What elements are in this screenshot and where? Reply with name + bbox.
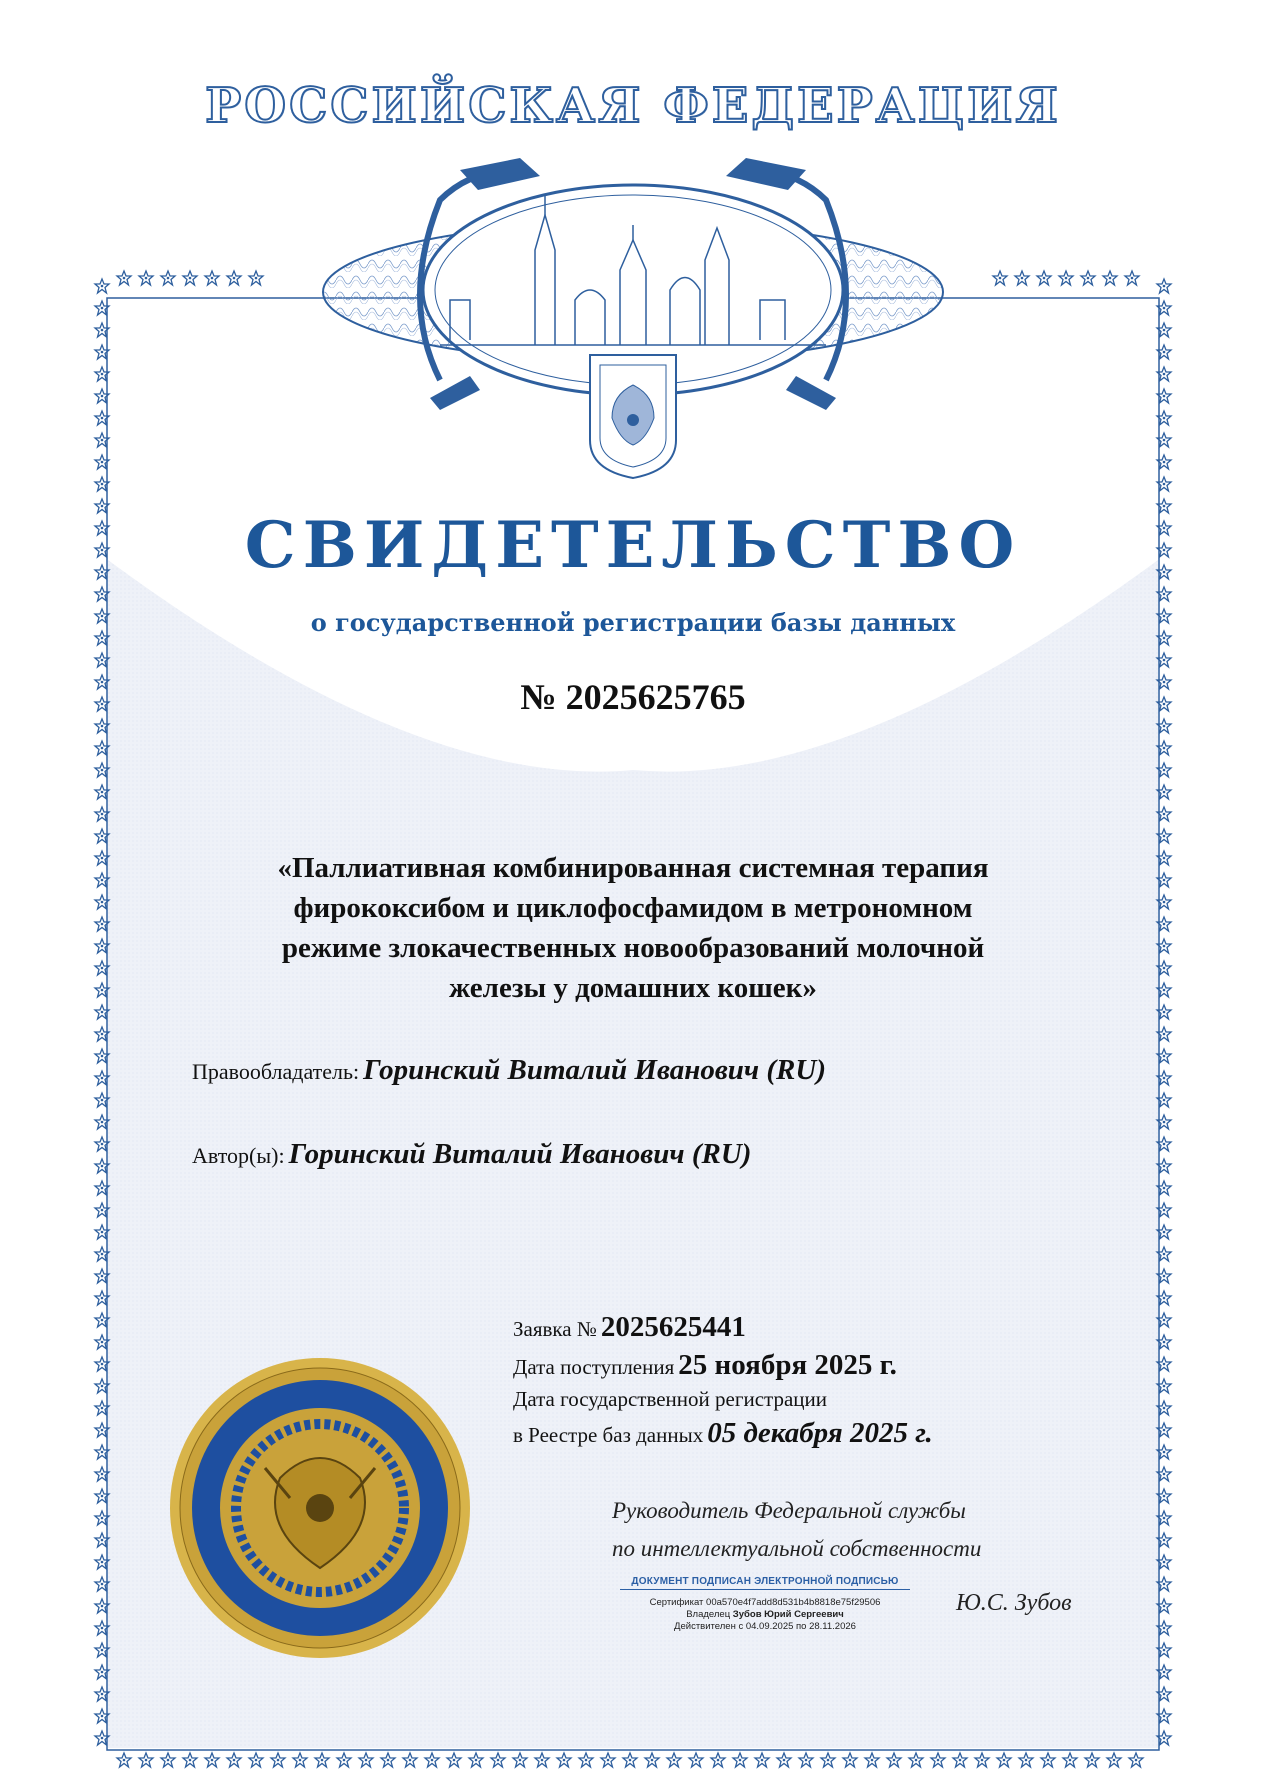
border-star-icon (161, 1753, 175, 1767)
received-value: 25 ноября 2025 г. (678, 1349, 897, 1381)
border-star-icon (205, 1753, 219, 1767)
border-star-icon (689, 1753, 703, 1767)
authors-value: Горинский Виталий Иванович (RU) (288, 1138, 752, 1170)
border-star-icon (865, 1753, 879, 1767)
border-star-icon (183, 271, 197, 285)
border-star-icon (1037, 271, 1051, 285)
registration-label: Дата государственной регистрации (513, 1387, 827, 1411)
official-title-line: по интеллектуальной собственности (612, 1536, 982, 1561)
border-star-icon (1125, 271, 1139, 285)
esign-owner-value: Зубов Юрий Сергеевич (732, 1609, 844, 1620)
registration-date (513, 1414, 933, 1452)
border-star-icon (1019, 1753, 1033, 1767)
border-star-icon (1015, 271, 1029, 285)
received-label: Дата поступления (513, 1355, 675, 1379)
border-star-icon (293, 1753, 307, 1767)
border-star-icon (997, 1753, 1011, 1767)
database-title-line: «Паллиативная комбинированная системная терапия (277, 852, 989, 884)
border-star-icon (161, 271, 175, 285)
certificate-subtitle: о государственной регистрации базы данных (310, 608, 956, 637)
certificate-title: СВИДЕТЕЛЬСТВО (244, 508, 1022, 583)
border-star-icon (1107, 1753, 1121, 1767)
esign-header: ДОКУМЕНТ ПОДПИСАН ЭЛЕКТРОННОЙ ПОДПИСЬЮ (631, 1576, 899, 1587)
border-star-icon (315, 1753, 329, 1767)
border-star-icon (557, 1753, 571, 1767)
border-star-icon (843, 1753, 857, 1767)
border-star-icon (227, 271, 241, 285)
application-number-label: Заявка № (513, 1317, 597, 1341)
gold-seal (170, 1358, 470, 1658)
official-title-line: Руководитель Федеральной службы (612, 1498, 966, 1523)
registration-label-line1 (513, 1384, 933, 1414)
border-star-icon (931, 1753, 945, 1767)
border-star-icon (1041, 1753, 1055, 1767)
border-star-icon (513, 1753, 527, 1767)
holder-value: Горинский Виталий Иванович (RU) (363, 1054, 826, 1086)
border-star-icon (1059, 271, 1073, 285)
official-title (612, 1492, 981, 1568)
database-title-line: железы у домашних кошек» (449, 972, 817, 1004)
border-star-icon (645, 1753, 659, 1767)
border-star-icon (425, 1753, 439, 1767)
esign-validity: Действителен с 04.09.2025 по 28.11.2026 (674, 1621, 856, 1632)
border-star-icon (993, 271, 1007, 285)
border-star-icon (205, 271, 219, 285)
electronic-signature-stamp (600, 1576, 930, 1633)
border-star-icon (95, 279, 109, 293)
border-star-icon (975, 1753, 989, 1767)
border-star-icon (403, 1753, 417, 1767)
application-number-value: 2025625441 (600, 1311, 746, 1343)
border-star-icon (1085, 1753, 1099, 1767)
certificate-number: № 2025625765 (520, 677, 746, 717)
border-star-icon (799, 1753, 813, 1767)
border-star-icon (711, 1753, 725, 1767)
registration-value: 05 декабря 2025 г. (707, 1417, 933, 1449)
border-star-icon (249, 1753, 263, 1767)
border-star-icon (337, 1753, 351, 1767)
border-star-icon (1157, 279, 1171, 293)
border-star-icon (909, 1753, 923, 1767)
border-star-icon (667, 1753, 681, 1767)
border-star-icon (271, 1753, 285, 1767)
border-star-icon (535, 1753, 549, 1767)
border-star-icon (117, 271, 131, 285)
border-star-icon (183, 1753, 197, 1767)
border-star-icon (227, 1753, 241, 1767)
received-date (513, 1346, 933, 1384)
border-star-icon (117, 1753, 131, 1767)
database-title (190, 848, 1076, 1008)
signer-name: Ю.С. Зубов (956, 1590, 1072, 1616)
border-star-icon (887, 1753, 901, 1767)
application-block (513, 1308, 933, 1452)
border-star-icon (359, 1753, 373, 1767)
border-star-icon (777, 1753, 791, 1767)
border-star-icon (821, 1753, 835, 1767)
border-star-icon (623, 1753, 637, 1767)
country-heading: РОССИЙСКАЯ ФЕДЕРАЦИЯ (205, 78, 1061, 134)
border-star-icon (381, 1753, 395, 1767)
border-star-icon (733, 1753, 747, 1767)
holder-label: Правообладатель: (192, 1059, 360, 1084)
esign-cert-label: Сертификат (649, 1597, 704, 1608)
border-star-icon (139, 271, 153, 285)
border-star-icon (447, 1753, 461, 1767)
rights-holder (192, 1054, 826, 1087)
border-star-icon (469, 1753, 483, 1767)
border-star-icon (249, 271, 263, 285)
border-star-icon (1129, 1753, 1143, 1767)
database-title-line: режиме злокачественных новообразований молочной (281, 932, 985, 964)
esign-divider (620, 1589, 910, 1594)
border-star-icon (491, 1753, 505, 1767)
authors (192, 1138, 751, 1171)
esign-owner (600, 1609, 930, 1621)
esign-owner-label: Владелец (686, 1609, 731, 1620)
wreath-emblem (323, 158, 943, 478)
database-title-line: фирококсибом и циклофосфамидом в метрономном (293, 892, 973, 924)
application-number (513, 1308, 933, 1346)
border-star-icon (755, 1753, 769, 1767)
registration-label-2: в Реестре баз данных (513, 1423, 704, 1447)
border-star-icon (1103, 271, 1117, 285)
border-star-icon (601, 1753, 615, 1767)
border-star-icon (579, 1753, 593, 1767)
esign-certificate (600, 1597, 930, 1609)
border-star-icon (1081, 271, 1095, 285)
border-star-icon (953, 1753, 967, 1767)
esign-cert-value: 00a570e4f7add8d531b4b8818e75f29506 (706, 1597, 881, 1608)
border-star-icon (1063, 1753, 1077, 1767)
border-star-icon (139, 1753, 153, 1767)
authors-label: Автор(ы): (192, 1143, 285, 1168)
